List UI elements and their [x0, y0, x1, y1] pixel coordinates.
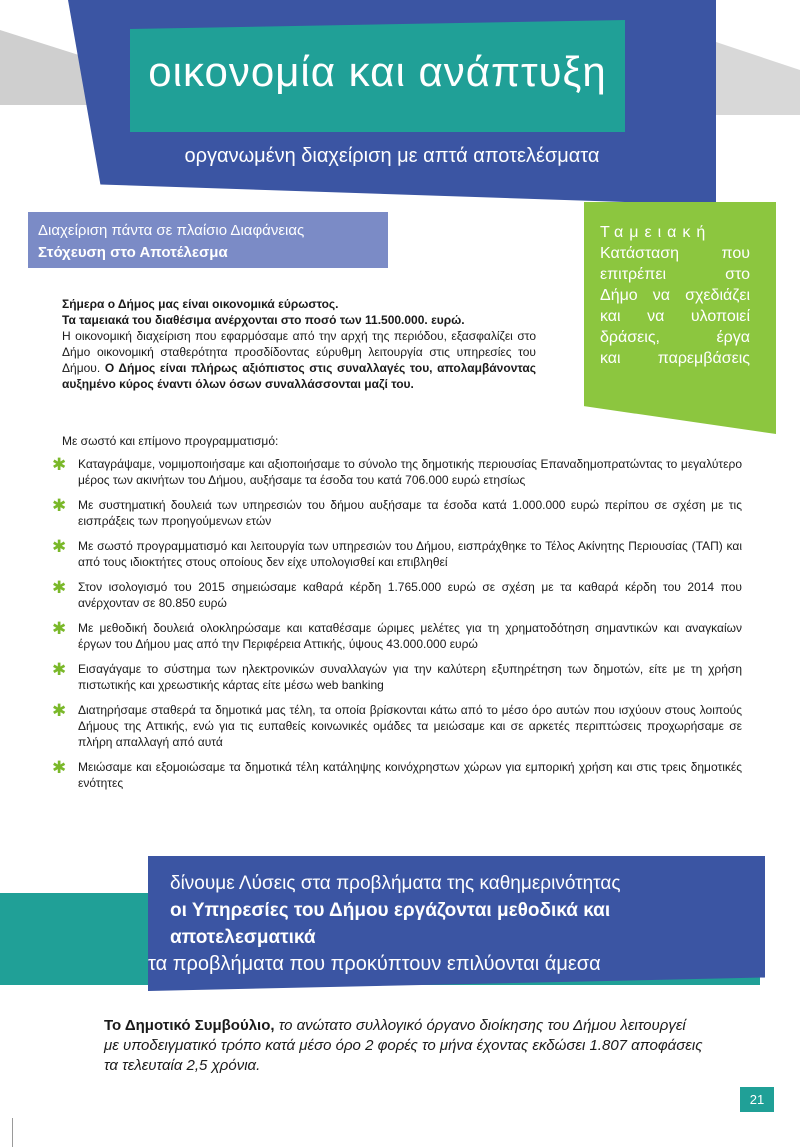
achievements-list [52, 456, 742, 791]
program-heading: Με σωστό και επίμονο προγραμματισμό: [62, 434, 279, 448]
margin-rule [12, 1118, 13, 1147]
bottom-banner-text [148, 870, 760, 978]
callout-line: και παρεμβάσεις [600, 350, 750, 367]
list-item [52, 497, 742, 529]
page-subtitle: οργανωμένη διαχείριση με απτά αποτελέσματα [184, 145, 600, 167]
callout-line: Κατάσταση που [600, 245, 750, 262]
section-label-line2: Στόχευση στο Αποτέλεσμα [38, 244, 228, 261]
page-number: 21 [740, 1087, 774, 1112]
intro-bold-1: Σήμερα ο Δήμος μας είναι οικονομικά εύρωστος. [62, 297, 339, 311]
asterisk-flower-icon: ✱ [52, 701, 67, 720]
list-item [52, 759, 742, 791]
callout-line: και να υλοποιεί [600, 308, 750, 325]
list-item-text: Εισαγάγαμε το σύστημα των ηλεκτρονικών συναλλαγών για την καλύτερη εξυπηρέτηση των δημοτών, είτε με τη χρήση πιστωτικής και χρεωστικής κάρτας είτε μέσω web banking [78, 662, 742, 692]
bottom-line-3: τα προβλήματα που προκύπτουν επιλύονται άμεσα [148, 953, 601, 975]
callout-line: δράσεις, έργα [600, 329, 750, 346]
asterisk-flower-icon: ✱ [52, 578, 67, 597]
callout-line: Ταμειακή [600, 224, 712, 241]
section-label-box [28, 212, 388, 268]
list-item [52, 579, 742, 611]
asterisk-flower-icon: ✱ [52, 660, 67, 679]
list-item-text: Στον ισολογισμό του 2015 σημειώσαμε καθαρά κέρδη 1.765.000 ευρώ σε σχέση με τα καθαρά κέρδη του 2014 που ανέρχονταν σε 80.850 ευρώ [78, 580, 742, 610]
intro-bold-2: Τα ταμειακά του διαθέσιμα ανέρχονται στο ποσό των 11.500.000. ευρώ. [62, 313, 465, 327]
list-item [52, 538, 742, 570]
list-item-text: Με μεθοδική δουλειά ολοκληρώσαμε και καταθέσαμε ώριμες μελέτες για τη χρηματοδότηση σημαντικών και αναγκαίων έργων του Δήμου μας από την Περιφέρεια Αττικής, ύψους 43.000.000 ευρώ [78, 621, 742, 651]
council-bold: Το Δημοτικό Συμβούλιο, [104, 1017, 275, 1034]
asterisk-flower-icon: ✱ [52, 619, 67, 638]
list-item-text: Καταγράψαμε, νομιμοποιήσαμε και αξιοποιήσαμε το σύνολο της δημοτικής περιουσίας Επαναδημοπρατώντας το μεγαλύτερο μέρος των ακινήτων του Δήμου, αυξήσαμε τα έσοδα του κατά 706.000 ευρώ ετησίως [78, 457, 742, 487]
asterisk-flower-icon: ✱ [52, 455, 67, 474]
bottom-line-1: δίνουμε Λύσεις στα προβλήματα της καθημερινότητας [170, 873, 621, 894]
list-item-text: Διατηρήσαμε σταθερά τα δημοτικά μας τέλη, τα οποία βρίσκονται κάτω από το μέσο όρο αυτών που ισχύουν στους λοιπούς Δήμους της Αττικής, ενώ για τις ευπαθείς κοινωνικές ομάδες τα μειώσαμε και σε αρκετές περιπτώσεις προχωρήσαμε σε πλήρη απαλλαγή από αυτά [78, 703, 742, 749]
asterisk-flower-icon: ✱ [52, 758, 67, 777]
list-item-text: Μειώσαμε και εξομοιώσαμε τα δημοτικά τέλη κατάληψης κοινόχρηστων χώρων για εμπορική χρήση και στις τρεις δημοτικές ενότητες [78, 760, 742, 790]
intro-paragraph [62, 296, 536, 392]
bottom-bold-line: οι Υπηρεσίες του Δήμου εργάζονται μεθοδικά και αποτελεσματικά [170, 900, 611, 948]
list-item [52, 661, 742, 693]
council-paragraph [104, 1016, 704, 1076]
intro-text: Η οικονομική διαχείριση που εφαρμόσαμε από την αρχή της περιόδου, εξασφαλίζει στο Δήμο οικονομική σταθερότητα προσδίδοντας εύρυθμη λειτουργία στις υπηρεσίες του Δήμου. [62, 329, 536, 375]
list-item [52, 702, 742, 750]
council-text: το ανώτατο συλλογικό όργανο διοίκησης του Δήμου λειτουργεί με υποδειγματικό τρόπο κατά μέσο όρο 2 φορές το μήνα έχοντας εκδώσει 1.807 αποφάσεις τα τελευταία 2,5 χρόνια. [104, 1017, 703, 1074]
asterisk-flower-icon: ✱ [52, 537, 67, 556]
callout-line: Δήμο να σχεδιάζει [600, 287, 750, 304]
page-title: οικονομία και ανάπτυξη [148, 48, 607, 95]
list-item [52, 620, 742, 652]
decorative-gray-shape-right [710, 40, 800, 115]
intro-bold-3: Ο Δήμος είναι πλήρως αξιόπιστος στις συναλλαγές του, απολαμβάνοντας αυξημένο κύρος έναντι όλων όσων συναλλάσσονται μαζί του. [62, 361, 537, 391]
list-item [52, 456, 742, 488]
section-label-line1: Διαχείριση πάντα σε πλαίσιο Διαφάνειας [38, 222, 305, 239]
asterisk-flower-icon: ✱ [52, 496, 67, 515]
callout-text [600, 222, 750, 369]
list-item-text: Με συστηματική δουλειά των υπηρεσιών του δήμου αυξήσαμε τα έσοδα κατά 1.000.000 ευρώ περίπου σε σχέση με τις εισπράξεις των προηγούμενων ετών [78, 498, 742, 528]
callout-line: επιτρέπει στο [600, 266, 750, 283]
list-item-text: Με σωστό προγραμματισμό και λειτουργία των υπηρεσιών του Δήμου, εισπράχθηκε το Τέλος Ακίνητης Περιουσίας (ΤΑΠ) και από τους ιδιοκτήτες στους οποίους δεν είχε υπολογισθεί και επιβληθεί [78, 539, 742, 569]
